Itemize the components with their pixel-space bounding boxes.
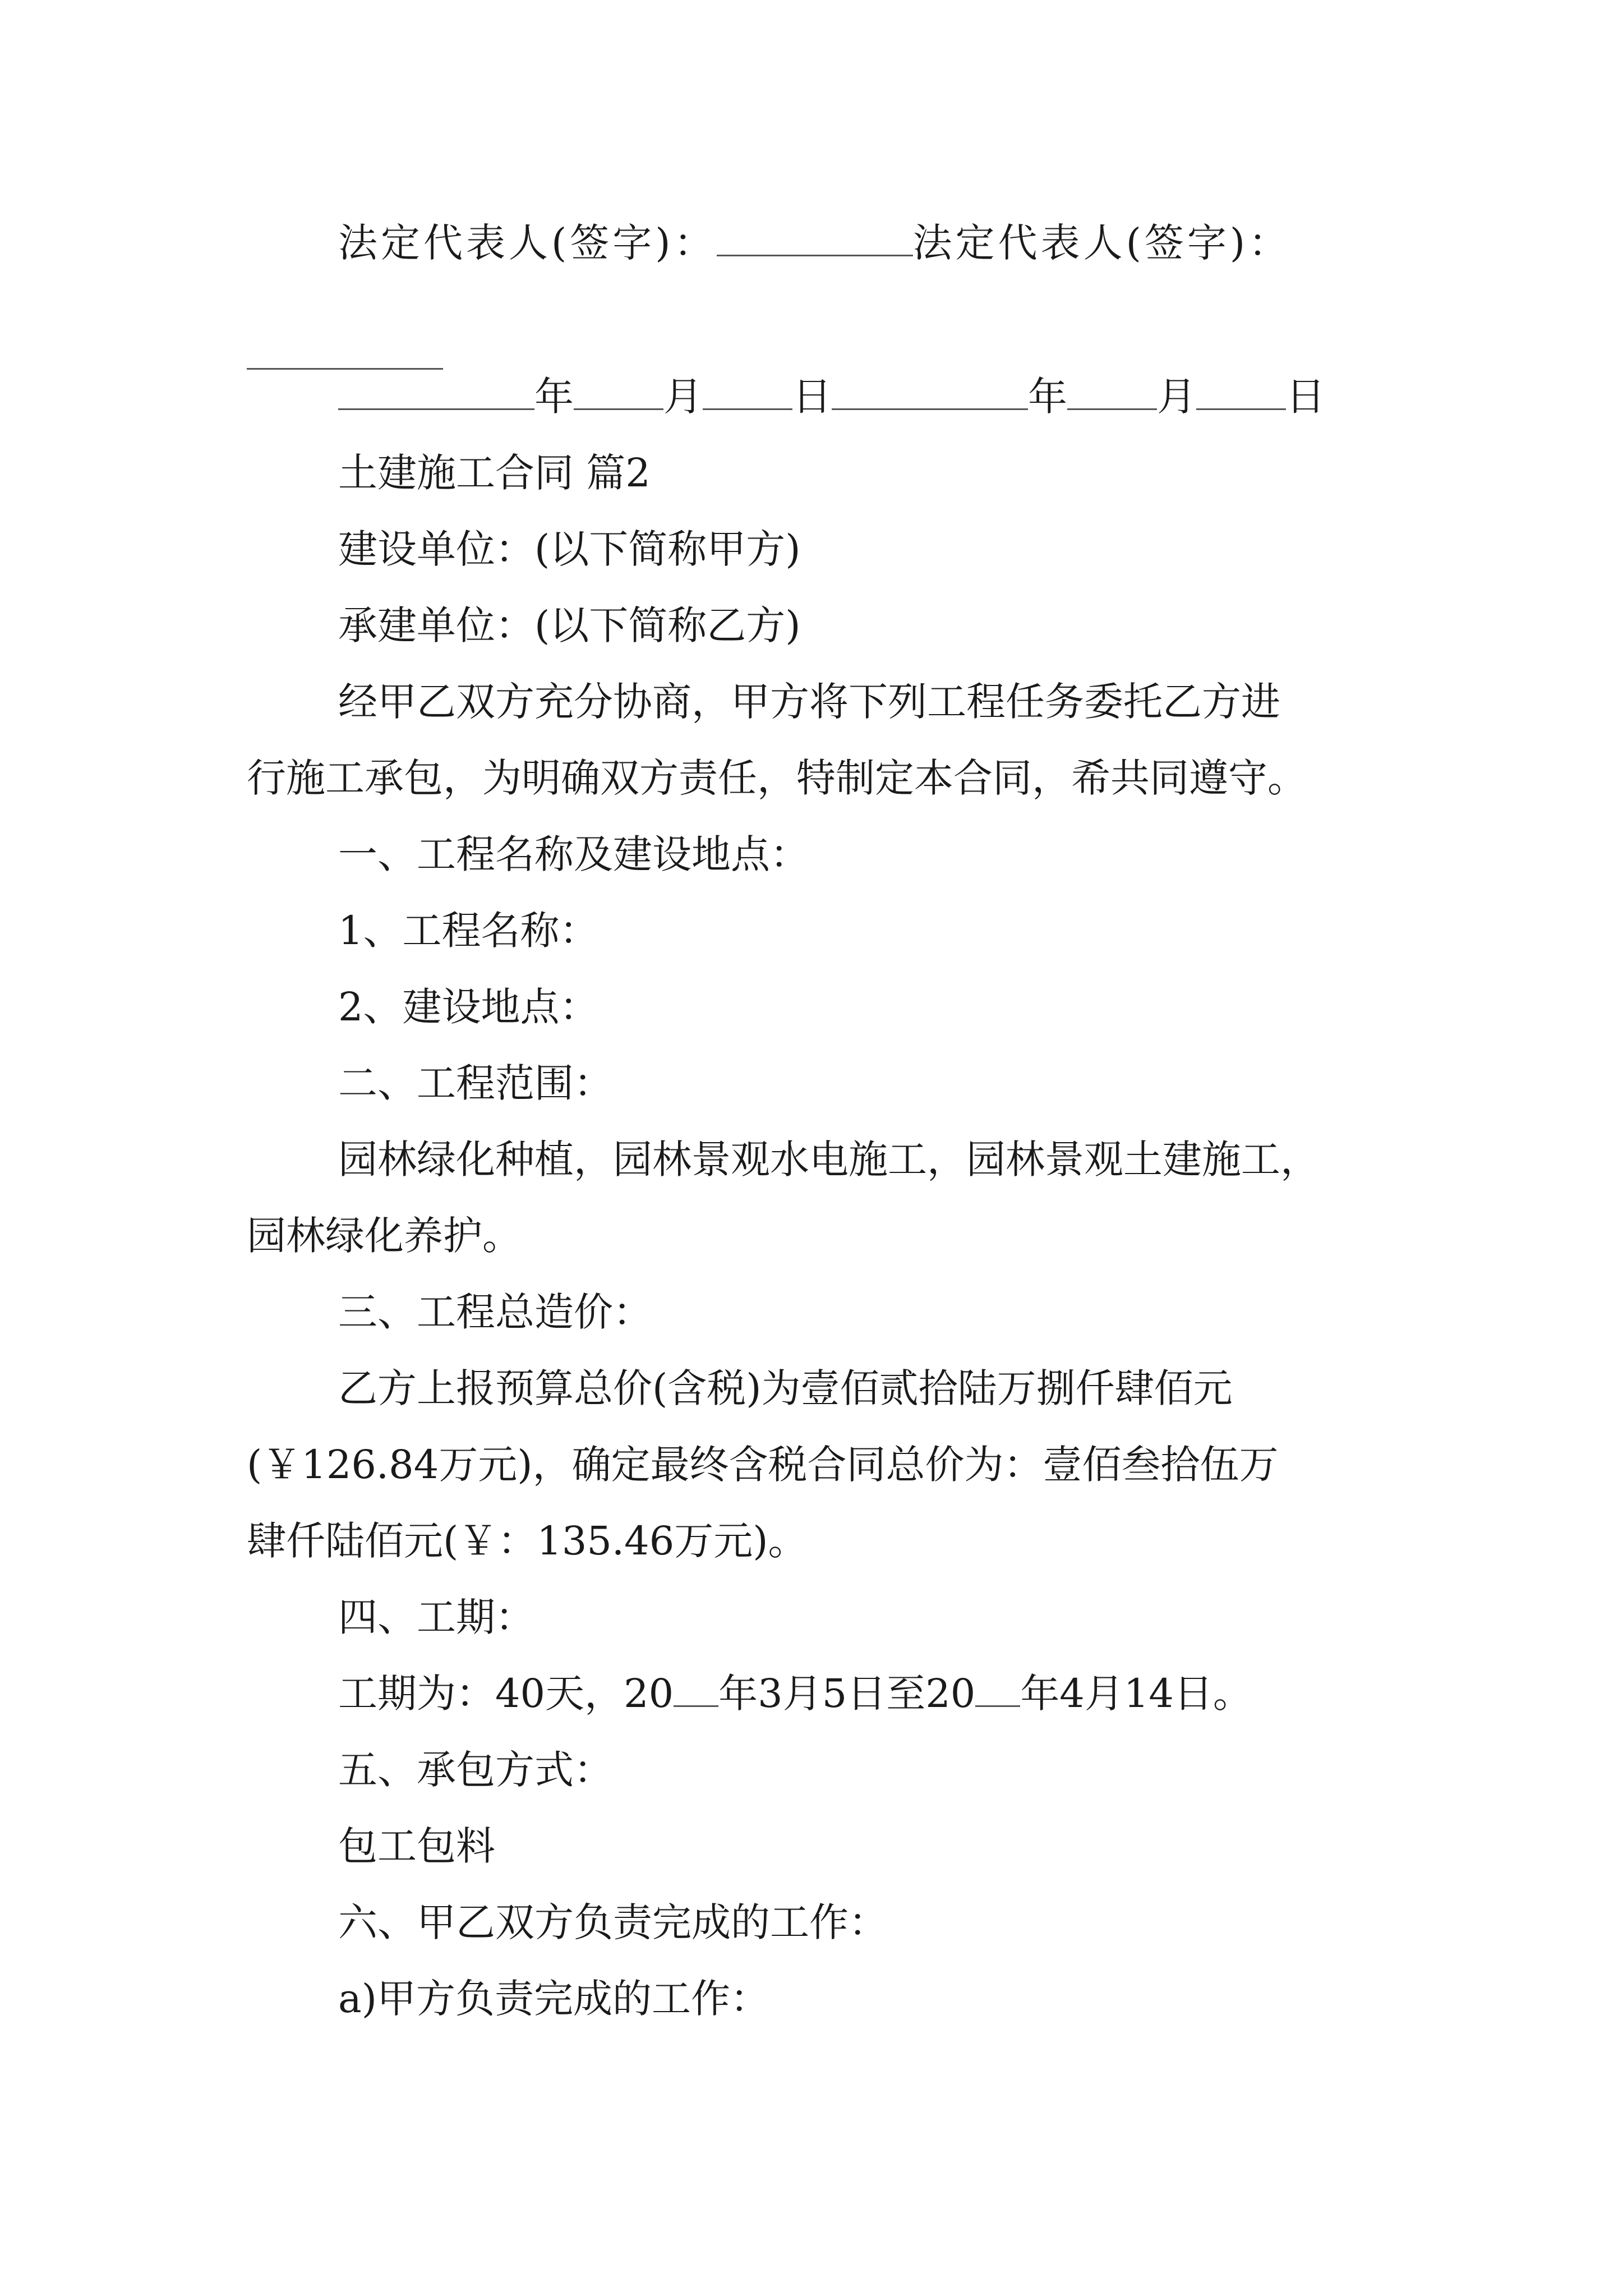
date-year-b: 年 bbox=[1028, 374, 1067, 420]
section-2-body-line-2: 园林绿化养护。 bbox=[247, 1213, 522, 1259]
section-3-body-line-2: (￥126.84万元)，确定最终含税合同总价为：壹佰叁拾伍万 bbox=[247, 1442, 1279, 1488]
signature-label-party-a: 法定代表人(签字)： bbox=[338, 220, 717, 266]
signature-label-party-b: 法定代表人(签字)： bbox=[912, 220, 1292, 266]
duration-text-2: 年3月5日至20 bbox=[718, 1671, 976, 1717]
section-6-item-a: a)甲方负责完成的工作： bbox=[338, 1976, 770, 2022]
duration-text-3: 年4月14日。 bbox=[1020, 1671, 1252, 1717]
intro-paragraph-line-1: 经甲乙双方充分协商，甲方将下列工程任务委托乙方进 bbox=[338, 679, 1280, 725]
intro-paragraph-line-2: 行施工承包，为明确双方责任，特制定本合同，希共同遵守。 bbox=[247, 755, 1307, 801]
section-1-item-1: 1、工程名称： bbox=[338, 908, 599, 954]
signature-blank-party-a bbox=[717, 254, 913, 256]
section-3-body-line-3: 肆仟陆佰元(￥：135.46万元)。 bbox=[247, 1518, 808, 1564]
section-5-body: 包工包料 bbox=[338, 1823, 495, 1869]
section-3-title: 三、工程总造价： bbox=[338, 1289, 652, 1335]
signature-blank-party-b bbox=[247, 337, 443, 376]
section-3-body-line-1: 乙方上报预算总价(含税)为壹佰贰拾陆万捌仟肆佰元 bbox=[338, 1365, 1233, 1411]
section-6-title: 六、甲乙双方负责完成的工作： bbox=[338, 1899, 888, 1945]
section-2-body-line-1: 园林绿化种植，园林景观水电施工，园林景观土建施工， bbox=[338, 1137, 1320, 1182]
section-2-title: 二、工程范围： bbox=[338, 1060, 613, 1106]
section-1-title: 一、工程名称及建设地点： bbox=[338, 831, 809, 877]
duration-text-1: 工期为：40天，20 bbox=[338, 1671, 674, 1717]
section-4-title: 四、工期： bbox=[338, 1594, 534, 1640]
builder-line: 建设单位：(以下简称甲方) bbox=[338, 526, 801, 572]
year-blank-2 bbox=[975, 1705, 1020, 1707]
section-1-item-2: 2、建设地点： bbox=[338, 984, 599, 1030]
year-blank-1 bbox=[674, 1705, 718, 1707]
date-line bbox=[338, 374, 1325, 420]
date-year-a: 年 bbox=[534, 374, 574, 420]
date-month-b: 月 bbox=[1157, 374, 1196, 420]
section-4-body bbox=[338, 1671, 1252, 1717]
section-5-title: 五、承包方式： bbox=[338, 1747, 613, 1793]
date-month-a: 月 bbox=[663, 374, 703, 420]
section-title: 土建施工合同 篇2 bbox=[338, 450, 651, 496]
date-day-b: 日 bbox=[1286, 374, 1325, 420]
contractor-line: 承建单位：(以下简称乙方) bbox=[338, 602, 801, 648]
date-day-a: 日 bbox=[792, 374, 832, 420]
signature-line bbox=[338, 220, 1292, 266]
